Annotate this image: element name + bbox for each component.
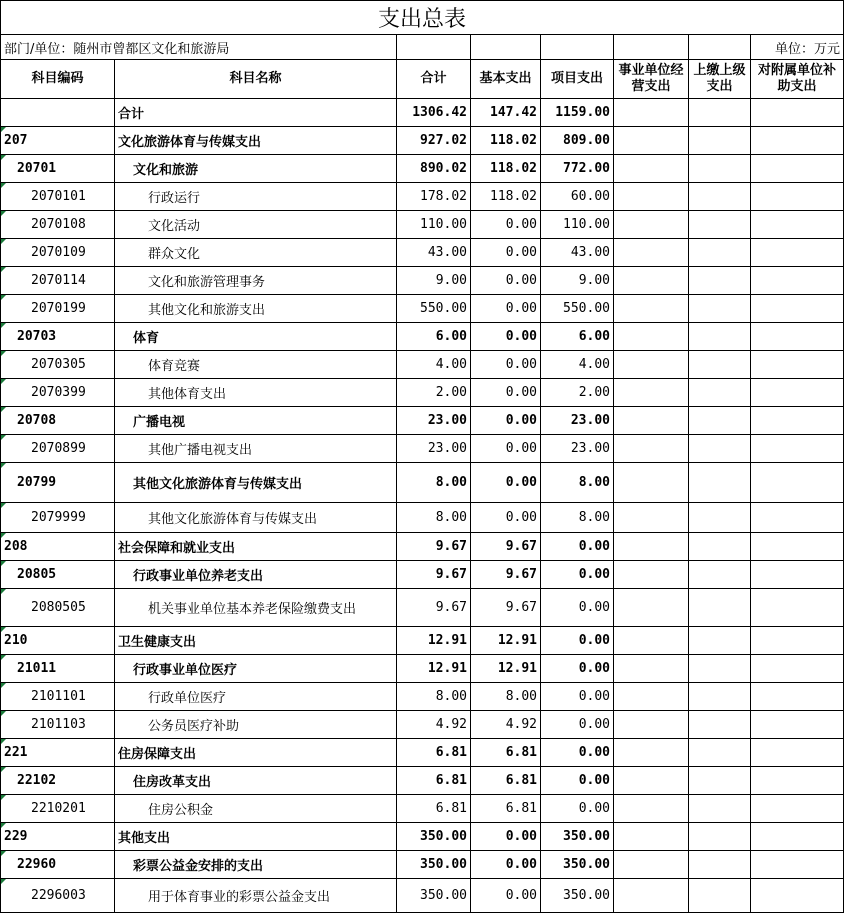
row-business [614, 407, 689, 435]
table-row [1, 295, 844, 323]
row-remit [689, 407, 751, 435]
row-code: 2296003 [1, 879, 115, 913]
row-business [614, 435, 689, 463]
row-code: 210 [1, 627, 115, 655]
row-subsidy [751, 99, 844, 127]
row-business [614, 711, 689, 739]
row-remit [689, 295, 751, 323]
row-code: 2070109 [1, 239, 115, 267]
table-row [1, 851, 844, 879]
row-project: 0.00 [541, 683, 614, 711]
row-code: 20708 [1, 407, 115, 435]
row-project: 0.00 [541, 561, 614, 589]
row-business [614, 99, 689, 127]
row-subsidy [751, 183, 844, 211]
row-total: 4.00 [397, 351, 471, 379]
table-row [1, 379, 844, 407]
row-remit [689, 463, 751, 503]
table-row [1, 879, 844, 913]
table-row [1, 351, 844, 379]
department-label: 部门/单位：随州市曾都区文化和旅游局 [1, 35, 397, 60]
row-total: 9.00 [397, 267, 471, 295]
row-name: 其他文化和旅游支出 [115, 295, 397, 323]
row-business [614, 767, 689, 795]
row-name: 行政运行 [115, 183, 397, 211]
row-name: 其他支出 [115, 823, 397, 851]
table-row [1, 683, 844, 711]
row-business [614, 823, 689, 851]
row-basic: 9.67 [471, 561, 541, 589]
row-project: 350.00 [541, 823, 614, 851]
table-row [1, 211, 844, 239]
row-subsidy [751, 823, 844, 851]
table-row [1, 711, 844, 739]
row-business [614, 211, 689, 239]
row-name: 其他文化旅游体育与传媒支出 [115, 503, 397, 533]
row-business [614, 155, 689, 183]
empty-cell [614, 35, 689, 60]
table-row [1, 767, 844, 795]
row-name: 文化旅游体育与传媒支出 [115, 127, 397, 155]
row-subsidy [751, 795, 844, 823]
empty-cell [541, 35, 614, 60]
row-name: 文化和旅游 [115, 155, 397, 183]
row-basic: 0.00 [471, 503, 541, 533]
row-total: 23.00 [397, 435, 471, 463]
row-basic: 9.67 [471, 533, 541, 561]
row-subsidy [751, 589, 844, 627]
row-code: 21011 [1, 655, 115, 683]
row-subsidy [751, 851, 844, 879]
table-row [1, 463, 844, 503]
row-business [614, 267, 689, 295]
row-basic: 0.00 [471, 879, 541, 913]
row-remit [689, 503, 751, 533]
row-basic: 0.00 [471, 379, 541, 407]
row-code: 221 [1, 739, 115, 767]
table-row [1, 795, 844, 823]
row-total: 9.67 [397, 561, 471, 589]
empty-cell [689, 35, 751, 60]
row-project: 550.00 [541, 295, 614, 323]
row-remit [689, 823, 751, 851]
row-basic: 0.00 [471, 351, 541, 379]
table-row [1, 503, 844, 533]
row-total: 178.02 [397, 183, 471, 211]
row-project: 23.00 [541, 435, 614, 463]
row-basic: 147.42 [471, 99, 541, 127]
row-name: 其他广播电视支出 [115, 435, 397, 463]
table-row [1, 823, 844, 851]
row-project: 0.00 [541, 533, 614, 561]
row-subsidy [751, 561, 844, 589]
row-subsidy [751, 323, 844, 351]
row-project: 6.00 [541, 323, 614, 351]
row-total: 8.00 [397, 503, 471, 533]
row-basic: 9.67 [471, 589, 541, 627]
row-name: 文化和旅游管理事务 [115, 267, 397, 295]
row-subsidy [751, 879, 844, 913]
row-remit [689, 127, 751, 155]
row-total: 1306.42 [397, 99, 471, 127]
row-total: 4.92 [397, 711, 471, 739]
row-code: 22102 [1, 767, 115, 795]
row-code: 2070108 [1, 211, 115, 239]
row-code: 207 [1, 127, 115, 155]
row-project: 110.00 [541, 211, 614, 239]
row-basic: 0.00 [471, 463, 541, 503]
header-basic: 基本支出 [471, 60, 541, 99]
row-code: 20799 [1, 463, 115, 503]
row-name: 行政单位医疗 [115, 683, 397, 711]
row-name: 彩票公益金安排的支出 [115, 851, 397, 879]
row-basic: 6.81 [471, 767, 541, 795]
row-subsidy [751, 211, 844, 239]
header-total: 合计 [397, 60, 471, 99]
row-code: 2101103 [1, 711, 115, 739]
row-business [614, 795, 689, 823]
row-subsidy [751, 533, 844, 561]
row-subsidy [751, 351, 844, 379]
row-name: 社会保障和就业支出 [115, 533, 397, 561]
row-code: 208 [1, 533, 115, 561]
row-code: 2070899 [1, 435, 115, 463]
row-business [614, 503, 689, 533]
row-business [614, 879, 689, 913]
empty-cell [397, 35, 471, 60]
row-name: 用于体育事业的彩票公益金支出 [115, 879, 397, 913]
row-basic: 0.00 [471, 823, 541, 851]
row-name: 公务员医疗补助 [115, 711, 397, 739]
table-row [1, 739, 844, 767]
row-project: 772.00 [541, 155, 614, 183]
row-code [1, 99, 115, 127]
row-remit [689, 561, 751, 589]
row-name: 卫生健康支出 [115, 627, 397, 655]
row-business [614, 683, 689, 711]
row-name: 合计 [115, 99, 397, 127]
row-name: 住房改革支出 [115, 767, 397, 795]
row-basic: 0.00 [471, 323, 541, 351]
row-business [614, 323, 689, 351]
row-basic: 0.00 [471, 435, 541, 463]
row-total: 9.67 [397, 533, 471, 561]
row-basic: 4.92 [471, 711, 541, 739]
row-remit [689, 155, 751, 183]
row-total: 350.00 [397, 823, 471, 851]
row-remit [689, 533, 751, 561]
row-remit [689, 589, 751, 627]
row-project: 0.00 [541, 767, 614, 795]
table-row [1, 407, 844, 435]
row-basic: 12.91 [471, 627, 541, 655]
row-total: 9.67 [397, 589, 471, 627]
header-project: 项目支出 [541, 60, 614, 99]
row-remit [689, 183, 751, 211]
row-project: 809.00 [541, 127, 614, 155]
row-subsidy [751, 463, 844, 503]
row-remit [689, 739, 751, 767]
row-basic: 6.81 [471, 795, 541, 823]
row-subsidy [751, 739, 844, 767]
row-subsidy [751, 655, 844, 683]
row-basic: 12.91 [471, 655, 541, 683]
empty-cell [471, 35, 541, 60]
row-name: 行政事业单位养老支出 [115, 561, 397, 589]
row-total: 110.00 [397, 211, 471, 239]
row-code: 22960 [1, 851, 115, 879]
row-business [614, 589, 689, 627]
row-total: 12.91 [397, 627, 471, 655]
row-total: 350.00 [397, 851, 471, 879]
table-row [1, 533, 844, 561]
row-name: 文化活动 [115, 211, 397, 239]
row-business [614, 351, 689, 379]
row-subsidy [751, 711, 844, 739]
row-remit [689, 351, 751, 379]
row-subsidy [751, 407, 844, 435]
row-project: 0.00 [541, 627, 614, 655]
row-project: 8.00 [541, 503, 614, 533]
row-code: 229 [1, 823, 115, 851]
table-row [1, 155, 844, 183]
row-project: 0.00 [541, 655, 614, 683]
row-name: 行政事业单位医疗 [115, 655, 397, 683]
table-row [1, 239, 844, 267]
row-project: 0.00 [541, 795, 614, 823]
table-row [1, 627, 844, 655]
row-subsidy [751, 267, 844, 295]
header-code: 科目编码 [1, 60, 115, 99]
row-project: 60.00 [541, 183, 614, 211]
row-remit [689, 435, 751, 463]
page-title: 支出总表 [1, 1, 844, 35]
row-remit [689, 795, 751, 823]
row-project: 2.00 [541, 379, 614, 407]
header-subsidy: 对附属单位补助支出 [751, 60, 844, 99]
row-subsidy [751, 239, 844, 267]
row-total: 43.00 [397, 239, 471, 267]
header-name: 科目名称 [115, 60, 397, 99]
row-project: 1159.00 [541, 99, 614, 127]
row-code: 2070399 [1, 379, 115, 407]
row-subsidy [751, 127, 844, 155]
row-project: 9.00 [541, 267, 614, 295]
row-business [614, 239, 689, 267]
row-remit [689, 655, 751, 683]
table-row [1, 183, 844, 211]
row-business [614, 379, 689, 407]
row-project: 0.00 [541, 589, 614, 627]
row-remit [689, 211, 751, 239]
row-name: 体育 [115, 323, 397, 351]
header-business: 事业单位经营支出 [614, 60, 689, 99]
row-code: 2070101 [1, 183, 115, 211]
row-total: 8.00 [397, 463, 471, 503]
row-name: 住房保障支出 [115, 739, 397, 767]
row-total: 2.00 [397, 379, 471, 407]
row-total: 23.00 [397, 407, 471, 435]
row-subsidy [751, 683, 844, 711]
row-basic: 0.00 [471, 407, 541, 435]
row-subsidy [751, 295, 844, 323]
row-remit [689, 323, 751, 351]
row-subsidy [751, 503, 844, 533]
row-code: 20703 [1, 323, 115, 351]
row-remit [689, 267, 751, 295]
row-basic: 0.00 [471, 295, 541, 323]
row-business [614, 463, 689, 503]
unit-label: 单位：万元 [751, 35, 844, 60]
row-code: 2070199 [1, 295, 115, 323]
row-business [614, 295, 689, 323]
table-row [1, 267, 844, 295]
table-row [1, 99, 844, 127]
row-project: 4.00 [541, 351, 614, 379]
row-total: 927.02 [397, 127, 471, 155]
row-remit [689, 711, 751, 739]
row-code: 2210201 [1, 795, 115, 823]
row-subsidy [751, 767, 844, 795]
row-total: 6.00 [397, 323, 471, 351]
row-business [614, 627, 689, 655]
row-business [614, 851, 689, 879]
row-remit [689, 683, 751, 711]
row-total: 350.00 [397, 879, 471, 913]
row-total: 8.00 [397, 683, 471, 711]
row-subsidy [751, 155, 844, 183]
table-row [1, 435, 844, 463]
row-code: 20805 [1, 561, 115, 589]
table-row [1, 655, 844, 683]
row-business [614, 183, 689, 211]
row-basic: 118.02 [471, 183, 541, 211]
row-basic: 0.00 [471, 851, 541, 879]
row-total: 550.00 [397, 295, 471, 323]
row-project: 43.00 [541, 239, 614, 267]
row-subsidy [751, 627, 844, 655]
row-code: 2080505 [1, 589, 115, 627]
row-subsidy [751, 379, 844, 407]
row-project: 0.00 [541, 711, 614, 739]
row-basic: 8.00 [471, 683, 541, 711]
row-project: 350.00 [541, 851, 614, 879]
header-remit: 上缴上级支出 [689, 60, 751, 99]
row-remit [689, 627, 751, 655]
row-name: 其他体育支出 [115, 379, 397, 407]
row-total: 12.91 [397, 655, 471, 683]
row-name: 机关事业单位基本养老保险缴费支出 [115, 589, 397, 627]
row-business [614, 655, 689, 683]
row-project: 8.00 [541, 463, 614, 503]
row-code: 20701 [1, 155, 115, 183]
table-row [1, 561, 844, 589]
table-row [1, 589, 844, 627]
row-subsidy [751, 435, 844, 463]
row-name: 体育竞赛 [115, 351, 397, 379]
row-remit [689, 851, 751, 879]
row-project: 23.00 [541, 407, 614, 435]
row-basic: 0.00 [471, 239, 541, 267]
row-name: 住房公积金 [115, 795, 397, 823]
row-basic: 0.00 [471, 267, 541, 295]
row-basic: 0.00 [471, 211, 541, 239]
row-basic: 118.02 [471, 127, 541, 155]
row-name: 群众文化 [115, 239, 397, 267]
row-code: 2070114 [1, 267, 115, 295]
row-business [614, 561, 689, 589]
row-business [614, 739, 689, 767]
row-project: 0.00 [541, 739, 614, 767]
row-total: 6.81 [397, 767, 471, 795]
row-project: 350.00 [541, 879, 614, 913]
row-code: 2101101 [1, 683, 115, 711]
row-remit [689, 99, 751, 127]
row-business [614, 127, 689, 155]
row-remit [689, 239, 751, 267]
row-name: 广播电视 [115, 407, 397, 435]
row-business [614, 533, 689, 561]
row-total: 6.81 [397, 739, 471, 767]
row-remit [689, 767, 751, 795]
row-basic: 6.81 [471, 739, 541, 767]
row-remit [689, 879, 751, 913]
table-row [1, 323, 844, 351]
row-basic: 118.02 [471, 155, 541, 183]
row-total: 6.81 [397, 795, 471, 823]
row-remit [689, 379, 751, 407]
row-code: 2079999 [1, 503, 115, 533]
row-total: 890.02 [397, 155, 471, 183]
row-name: 其他文化旅游体育与传媒支出 [115, 463, 397, 503]
row-code: 2070305 [1, 351, 115, 379]
table-row [1, 127, 844, 155]
